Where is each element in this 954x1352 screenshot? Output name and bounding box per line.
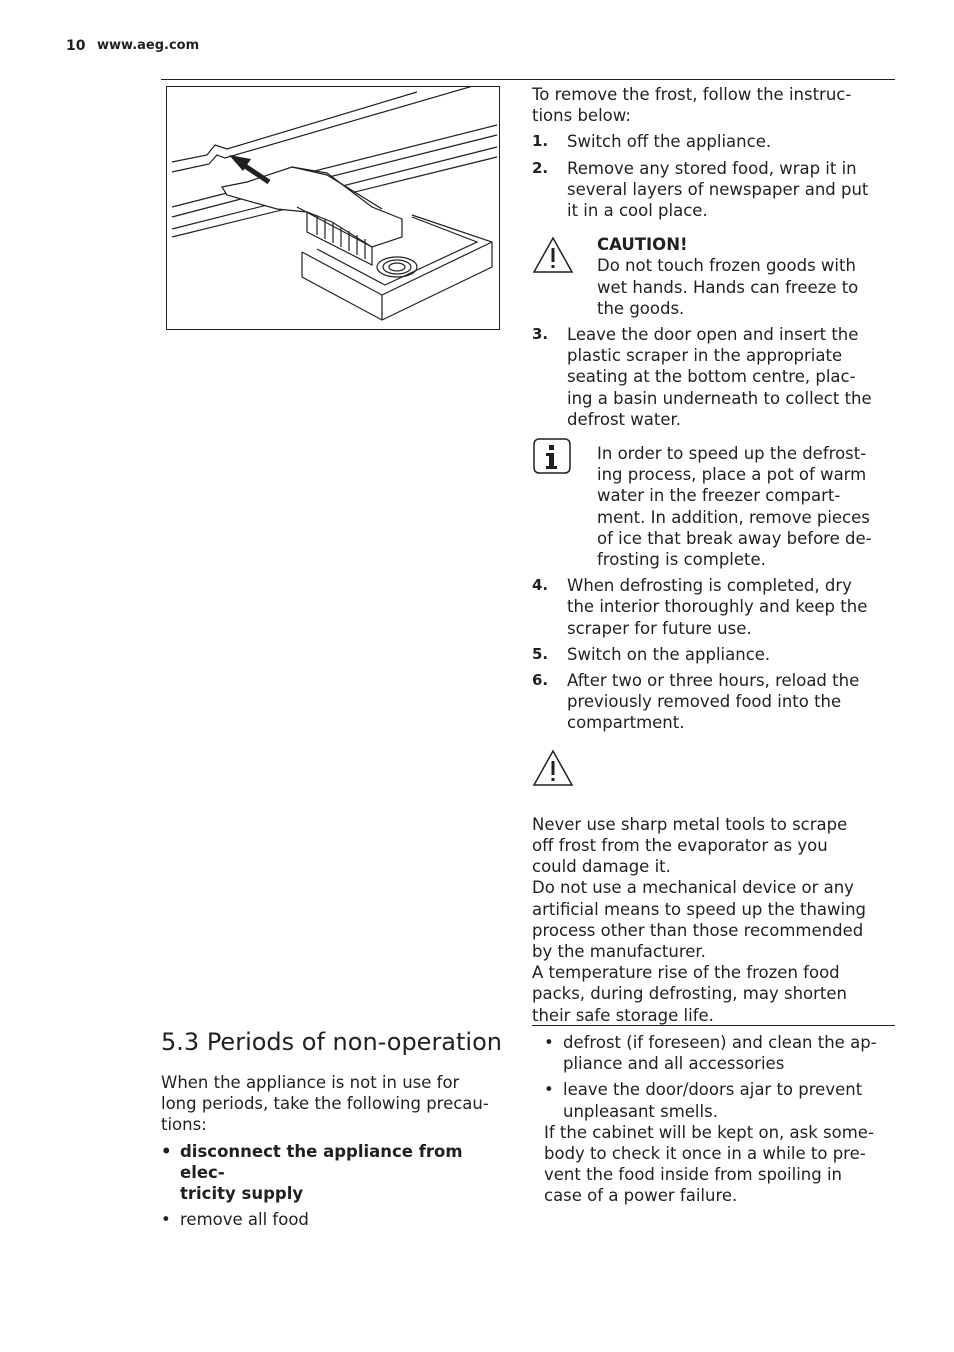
- bullet-text: • disconnect the appliance from elec-: [180, 1141, 463, 1182]
- warning-line: artificial means to speed up the thawing: [532, 899, 867, 919]
- info-text: water in the freezer compart-: [597, 486, 841, 506]
- bullet-text: • leave the door/doors ajar to prevent: [563, 1080, 863, 1100]
- section-left-column: [161, 1072, 511, 1230]
- info-text: frosting is complete.: [597, 550, 766, 570]
- caution-text: wet hands. Hands can freeze to: [597, 277, 859, 297]
- step-4: [532, 575, 894, 639]
- warning-triangle-icon: [532, 749, 894, 799]
- step-number: 1.: [532, 132, 549, 151]
- caution-text: Do not touch frozen goods with: [597, 256, 856, 276]
- section-rule: [532, 1025, 895, 1026]
- step-3: [532, 324, 894, 430]
- step-text: the interior thoroughly and keep the: [567, 597, 868, 617]
- info-text: of ice that break away before de-: [597, 528, 872, 548]
- step-text: Remove any stored food, wrap it in: [567, 158, 857, 178]
- page-number: 10: [66, 38, 86, 54]
- step-number: 6.: [532, 671, 549, 690]
- warning-line: Do not use a mechanical device or any: [532, 878, 854, 898]
- step-text: After two or three hours, reload the: [567, 671, 860, 691]
- warning-line: by the manufacturer.: [532, 941, 706, 961]
- warning-text: [532, 814, 894, 1026]
- warning-line: packs, during defrosting, may shorten: [532, 984, 847, 1004]
- warning-line: process other than those recommended: [532, 920, 864, 940]
- caution-text: the goods.: [597, 298, 685, 318]
- caution-title: CAUTION!: [597, 235, 688, 255]
- scraper-drawing: [167, 87, 499, 329]
- intro-line-2: tions below:: [532, 106, 631, 126]
- section-intro-line: long periods, take the following precau-: [161, 1094, 489, 1114]
- step-text: several layers of newspaper and put: [567, 179, 869, 199]
- step-text: defrost water.: [567, 409, 682, 429]
- bullet-text: unpleasant smells.: [563, 1101, 718, 1121]
- step-text: When defrosting is completed, dry: [567, 576, 852, 596]
- section-heading: [161, 1028, 502, 1056]
- warning-line: could damage it.: [532, 857, 671, 877]
- step-text: Switch off the appliance.: [567, 132, 772, 152]
- step-5: [532, 644, 894, 665]
- warning-triangle-icon: [532, 236, 574, 279]
- intro-line-1: To remove the frost, follow the instruc-: [532, 85, 852, 104]
- step-text: plastic scraper in the appropriate: [567, 346, 843, 366]
- closing-line: If the cabinet will be kept on, ask some-: [544, 1122, 874, 1142]
- section-title: Periods of non-operation: [206, 1028, 502, 1056]
- warning-line: their safe storage life.: [532, 1005, 714, 1025]
- defrost-column: [532, 84, 894, 1026]
- warning-line: A temperature rise of the frozen food: [532, 963, 840, 983]
- section-intro-line: When the appliance is not in use for: [161, 1073, 460, 1092]
- info-text: ing process, place a pot of warm: [597, 465, 867, 485]
- info-note: [532, 443, 894, 570]
- scraper-illustration: [166, 86, 500, 330]
- bullet-remove-food: [161, 1209, 511, 1230]
- closing-paragraph: [544, 1122, 894, 1207]
- step-6: [532, 670, 894, 734]
- step-1: [532, 131, 894, 152]
- info-text: ment. In addition, remove pieces: [597, 507, 870, 527]
- caution-note: [532, 234, 894, 319]
- bullet-text: • remove all food: [180, 1210, 309, 1230]
- bullet-defrost: [544, 1032, 894, 1074]
- section-intro-line: tions:: [161, 1115, 207, 1135]
- step-text: Leave the door open and insert the: [567, 325, 859, 345]
- warning-line: off frost from the evaporator as you: [532, 835, 828, 855]
- top-rule: [161, 79, 895, 80]
- info-icon: [532, 437, 572, 480]
- closing-line: case of a power failure.: [544, 1186, 738, 1206]
- step-text: seating at the bottom centre, plac-: [567, 367, 856, 387]
- step-text: ing a basin underneath to collect the: [567, 388, 872, 408]
- step-text: Switch on the appliance.: [567, 644, 771, 664]
- step-number: 2.: [532, 158, 549, 177]
- step-text: scraper for future use.: [567, 618, 752, 638]
- bullet-text: pliance and all accessories: [563, 1054, 785, 1074]
- closing-line: body to check it once in a while to pre-: [544, 1144, 866, 1164]
- step-2: [532, 158, 894, 222]
- bullet-text: tricity supply: [180, 1184, 304, 1204]
- site-url: www.aeg.com: [97, 38, 200, 53]
- bullet-text: • defrost (if foreseen) and clean the ap-: [563, 1033, 877, 1052]
- section-right-column: [544, 1027, 894, 1207]
- step-number: 3.: [532, 325, 549, 344]
- step-text: compartment.: [567, 713, 685, 733]
- closing-line: vent the food inside from spoiling in: [544, 1165, 842, 1185]
- bullet-disconnect: [161, 1141, 511, 1205]
- bullet-door-ajar: [544, 1079, 894, 1121]
- info-text: In order to speed up the defrost-: [597, 444, 867, 464]
- section-number: 5.3: [161, 1028, 200, 1056]
- step-text: previously removed food into the: [567, 692, 842, 712]
- step-number: 5.: [532, 644, 549, 663]
- warning-line: Never use sharp metal tools to scrape: [532, 814, 848, 834]
- step-number: 4.: [532, 576, 549, 595]
- step-text: it in a cool place.: [567, 201, 708, 221]
